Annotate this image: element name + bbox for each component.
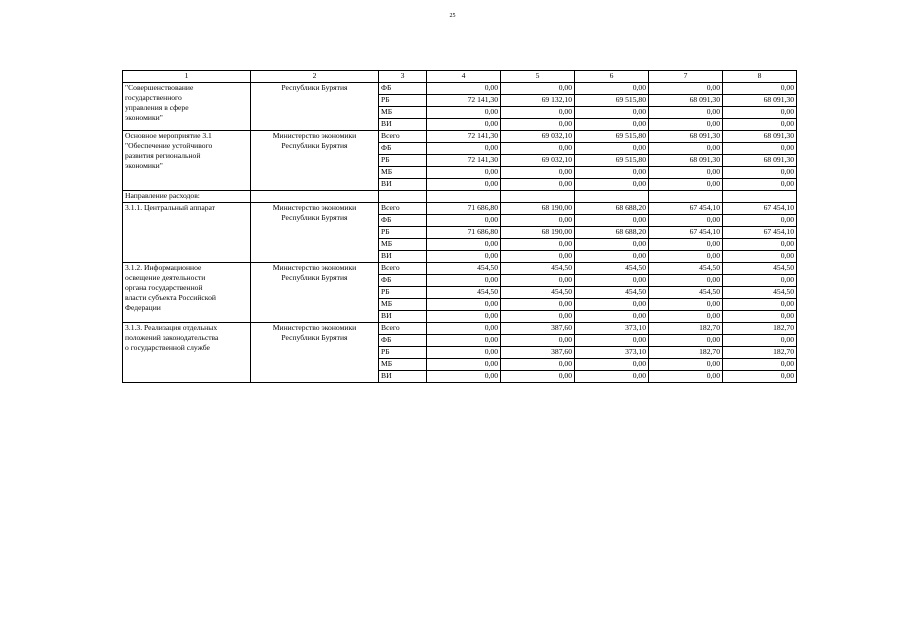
amount-cell: 454,50 bbox=[649, 263, 723, 275]
responsible-cell bbox=[251, 83, 379, 131]
amount-cell: 0,00 bbox=[427, 323, 501, 335]
funding-source-cell: РБ bbox=[379, 227, 427, 239]
amount-cell: 0,00 bbox=[501, 119, 575, 131]
amount-cell: 71 686,80 bbox=[427, 203, 501, 215]
amount-cell: 0,00 bbox=[501, 167, 575, 179]
amount-cell: 0,00 bbox=[501, 275, 575, 287]
program-name-line: "Совершенствование bbox=[125, 83, 194, 92]
amount-cell: 387,60 bbox=[501, 323, 575, 335]
funding-source-cell: Всего bbox=[379, 323, 427, 335]
amount-cell: 69 515,80 bbox=[575, 131, 649, 143]
amount-cell: 0,00 bbox=[723, 251, 797, 263]
amount-cell: 0,00 bbox=[427, 335, 501, 347]
amount-cell: 0,00 bbox=[575, 299, 649, 311]
funding-source-cell: ВИ bbox=[379, 179, 427, 191]
amount-cell: 0,00 bbox=[575, 179, 649, 191]
amount-cell: 0,00 bbox=[575, 167, 649, 179]
empty-cell bbox=[575, 191, 649, 203]
amount-cell: 68 091,30 bbox=[723, 155, 797, 167]
amount-cell: 68 190,00 bbox=[501, 227, 575, 239]
amount-cell: 454,50 bbox=[649, 287, 723, 299]
empty-cell bbox=[723, 191, 797, 203]
amount-cell: 0,00 bbox=[427, 119, 501, 131]
page-number: 25 bbox=[449, 13, 456, 19]
funding-source-cell: ФБ bbox=[379, 143, 427, 155]
amount-cell: 0,00 bbox=[501, 311, 575, 323]
amount-cell: 182,70 bbox=[723, 347, 797, 359]
amount-cell: 182,70 bbox=[649, 347, 723, 359]
amount-cell: 0,00 bbox=[427, 83, 501, 95]
amount-cell: 0,00 bbox=[649, 371, 723, 383]
header-cell: 5 bbox=[501, 71, 575, 83]
amount-cell: 454,50 bbox=[723, 263, 797, 275]
amount-cell: 68 091,30 bbox=[649, 155, 723, 167]
amount-cell: 0,00 bbox=[723, 83, 797, 95]
table-row bbox=[123, 131, 797, 143]
amount-cell: 0,00 bbox=[427, 179, 501, 191]
amount-cell: 454,50 bbox=[501, 287, 575, 299]
table-row bbox=[123, 263, 797, 275]
amount-cell: 0,00 bbox=[723, 167, 797, 179]
responsible-line: Республики Бурятия bbox=[281, 83, 348, 92]
amount-cell: 0,00 bbox=[575, 251, 649, 263]
amount-cell: 0,00 bbox=[427, 311, 501, 323]
funding-source-cell: Всего bbox=[379, 203, 427, 215]
program-name-line: органа государственной bbox=[125, 283, 203, 292]
amount-cell: 454,50 bbox=[575, 263, 649, 275]
amount-cell: 69 132,10 bbox=[501, 95, 575, 107]
amount-cell: 68 091,30 bbox=[723, 131, 797, 143]
amount-cell: 0,00 bbox=[723, 275, 797, 287]
amount-cell: 0,00 bbox=[427, 299, 501, 311]
amount-cell: 0,00 bbox=[427, 239, 501, 251]
amount-cell: 0,00 bbox=[501, 371, 575, 383]
amount-cell: 0,00 bbox=[649, 119, 723, 131]
amount-cell: 0,00 bbox=[575, 359, 649, 371]
amount-cell: 68 688,20 bbox=[575, 227, 649, 239]
header-cell: 3 bbox=[379, 71, 427, 83]
funding-source-cell: ФБ bbox=[379, 335, 427, 347]
amount-cell: 0,00 bbox=[649, 215, 723, 227]
section-row bbox=[123, 191, 797, 203]
amount-cell: 0,00 bbox=[649, 107, 723, 119]
funding-source-cell: ФБ bbox=[379, 215, 427, 227]
amount-cell: 0,00 bbox=[501, 83, 575, 95]
amount-cell: 0,00 bbox=[427, 107, 501, 119]
amount-cell: 0,00 bbox=[723, 299, 797, 311]
program-name-line: Федерации bbox=[125, 303, 161, 312]
amount-cell: 67 454,10 bbox=[649, 203, 723, 215]
funding-source-cell: МБ bbox=[379, 239, 427, 251]
program-name-cell bbox=[123, 323, 251, 383]
amount-cell: 0,00 bbox=[723, 335, 797, 347]
amount-cell: 0,00 bbox=[427, 359, 501, 371]
amount-cell: 72 141,30 bbox=[427, 95, 501, 107]
amount-cell: 69 515,80 bbox=[575, 155, 649, 167]
program-name-line: государственного bbox=[125, 93, 182, 102]
amount-cell: 0,00 bbox=[649, 251, 723, 263]
header-cell: 6 bbox=[575, 71, 649, 83]
amount-cell: 0,00 bbox=[575, 311, 649, 323]
program-name-line: "Обеспечение устойчивого bbox=[125, 141, 213, 150]
amount-cell: 0,00 bbox=[649, 335, 723, 347]
amount-cell: 0,00 bbox=[723, 179, 797, 191]
amount-cell: 454,50 bbox=[427, 263, 501, 275]
amount-cell: 0,00 bbox=[501, 359, 575, 371]
program-name-line: экономики" bbox=[125, 113, 163, 122]
program-name-cell bbox=[123, 263, 251, 323]
amount-cell: 68 688,20 bbox=[575, 203, 649, 215]
funding-source-cell: ВИ bbox=[379, 311, 427, 323]
amount-cell: 0,00 bbox=[649, 275, 723, 287]
amount-cell: 0,00 bbox=[723, 239, 797, 251]
program-name-line: положений законодательства bbox=[125, 333, 219, 342]
amount-cell: 0,00 bbox=[649, 179, 723, 191]
amount-cell: 0,00 bbox=[575, 119, 649, 131]
amount-cell: 69 515,80 bbox=[575, 95, 649, 107]
table-row bbox=[123, 323, 797, 335]
amount-cell: 182,70 bbox=[649, 323, 723, 335]
amount-cell: 0,00 bbox=[575, 335, 649, 347]
funding-source-cell: ФБ bbox=[379, 83, 427, 95]
amount-cell: 0,00 bbox=[723, 143, 797, 155]
section-label: Направление расходов: bbox=[123, 191, 251, 203]
amount-cell: 0,00 bbox=[649, 143, 723, 155]
amount-cell: 0,00 bbox=[575, 215, 649, 227]
empty-cell bbox=[379, 191, 427, 203]
empty-cell bbox=[427, 191, 501, 203]
amount-cell: 0,00 bbox=[427, 167, 501, 179]
amount-cell: 0,00 bbox=[501, 299, 575, 311]
responsible-line: Министерство экономики bbox=[272, 203, 357, 212]
amount-cell: 454,50 bbox=[501, 263, 575, 275]
responsible-line: Министерство экономики bbox=[272, 263, 357, 272]
amount-cell: 68 091,30 bbox=[649, 95, 723, 107]
amount-cell: 454,50 bbox=[575, 287, 649, 299]
program-name-line: власти субъекта Российской bbox=[125, 293, 216, 302]
empty-cell bbox=[501, 191, 575, 203]
amount-cell: 0,00 bbox=[723, 359, 797, 371]
amount-cell: 0,00 bbox=[501, 107, 575, 119]
program-name-line: 3.1.2. Информационное bbox=[125, 263, 202, 272]
amount-cell: 72 141,30 bbox=[427, 155, 501, 167]
amount-cell: 0,00 bbox=[575, 239, 649, 251]
funding-source-cell: Всего bbox=[379, 263, 427, 275]
amount-cell: 0,00 bbox=[575, 371, 649, 383]
responsible-cell bbox=[251, 323, 379, 383]
program-name-line: управления в сфере bbox=[125, 103, 189, 112]
amount-cell: 67 454,10 bbox=[723, 227, 797, 239]
amount-cell: 69 032,10 bbox=[501, 155, 575, 167]
empty-cell bbox=[251, 191, 379, 203]
header-cell: 2 bbox=[251, 71, 379, 83]
funding-source-cell: МБ bbox=[379, 107, 427, 119]
amount-cell: 0,00 bbox=[575, 107, 649, 119]
responsible-line: Республики Бурятия bbox=[281, 333, 348, 342]
amount-cell: 0,00 bbox=[649, 311, 723, 323]
program-name-cell bbox=[123, 203, 251, 263]
funding-source-cell: РБ bbox=[379, 155, 427, 167]
funding-source-cell: РБ bbox=[379, 95, 427, 107]
amount-cell: 0,00 bbox=[427, 347, 501, 359]
program-name-line: экономики" bbox=[125, 161, 163, 170]
amount-cell: 0,00 bbox=[723, 371, 797, 383]
table-row bbox=[123, 83, 797, 95]
amount-cell: 0,00 bbox=[501, 335, 575, 347]
amount-cell: 0,00 bbox=[501, 143, 575, 155]
amount-cell: 0,00 bbox=[723, 311, 797, 323]
header-cell: 1 bbox=[123, 71, 251, 83]
amount-cell: 0,00 bbox=[723, 107, 797, 119]
budget-table bbox=[122, 70, 797, 383]
amount-cell: 0,00 bbox=[575, 143, 649, 155]
amount-cell: 387,60 bbox=[501, 347, 575, 359]
table-row bbox=[123, 203, 797, 215]
header-row bbox=[123, 71, 797, 83]
amount-cell: 0,00 bbox=[427, 275, 501, 287]
amount-cell: 68 091,30 bbox=[723, 95, 797, 107]
responsible-cell bbox=[251, 263, 379, 323]
amount-cell: 68 091,30 bbox=[649, 131, 723, 143]
amount-cell: 373,10 bbox=[575, 347, 649, 359]
amount-cell: 0,00 bbox=[723, 215, 797, 227]
program-name-line: Основное мероприятие 3.1 bbox=[125, 131, 212, 140]
amount-cell: 69 032,10 bbox=[501, 131, 575, 143]
funding-source-cell: РБ bbox=[379, 287, 427, 299]
responsible-line: Республики Бурятия bbox=[281, 213, 348, 222]
funding-source-cell: ФБ bbox=[379, 275, 427, 287]
funding-source-cell: РБ bbox=[379, 347, 427, 359]
program-name-line: 3.1.3. Реализация отдельных bbox=[125, 323, 218, 332]
funding-source-cell: ВИ bbox=[379, 119, 427, 131]
header-cell: 7 bbox=[649, 71, 723, 83]
amount-cell: 0,00 bbox=[649, 239, 723, 251]
amount-cell: 67 454,10 bbox=[649, 227, 723, 239]
program-name-cell bbox=[123, 83, 251, 131]
amount-cell: 0,00 bbox=[427, 251, 501, 263]
funding-source-cell: МБ bbox=[379, 299, 427, 311]
amount-cell: 0,00 bbox=[649, 299, 723, 311]
amount-cell: 454,50 bbox=[427, 287, 501, 299]
responsible-line: Республики Бурятия bbox=[281, 141, 348, 150]
program-name-cell bbox=[123, 131, 251, 191]
amount-cell: 0,00 bbox=[649, 83, 723, 95]
responsible-line: Министерство экономики bbox=[272, 323, 357, 332]
amount-cell: 0,00 bbox=[501, 251, 575, 263]
amount-cell: 0,00 bbox=[427, 143, 501, 155]
amount-cell: 0,00 bbox=[427, 215, 501, 227]
program-name-line: о государственной службе bbox=[125, 343, 210, 352]
responsible-line: Республики Бурятия bbox=[281, 273, 348, 282]
funding-source-cell: МБ bbox=[379, 167, 427, 179]
amount-cell: 0,00 bbox=[501, 215, 575, 227]
amount-cell: 0,00 bbox=[427, 371, 501, 383]
amount-cell: 67 454,10 bbox=[723, 203, 797, 215]
amount-cell: 182,70 bbox=[723, 323, 797, 335]
program-name-line: развития региональной bbox=[125, 151, 201, 160]
amount-cell: 373,10 bbox=[575, 323, 649, 335]
amount-cell: 0,00 bbox=[723, 119, 797, 131]
amount-cell: 0,00 bbox=[501, 179, 575, 191]
funding-source-cell: ВИ bbox=[379, 371, 427, 383]
amount-cell: 0,00 bbox=[575, 83, 649, 95]
amount-cell: 0,00 bbox=[575, 275, 649, 287]
empty-cell bbox=[649, 191, 723, 203]
amount-cell: 0,00 bbox=[501, 239, 575, 251]
amount-cell: 71 686,80 bbox=[427, 227, 501, 239]
program-name-line: 3.1.1. Центральный аппарат bbox=[125, 203, 215, 212]
amount-cell: 0,00 bbox=[649, 359, 723, 371]
responsible-cell bbox=[251, 203, 379, 263]
funding-source-cell: МБ bbox=[379, 359, 427, 371]
header-cell: 8 bbox=[723, 71, 797, 83]
amount-cell: 72 141,30 bbox=[427, 131, 501, 143]
amount-cell: 454,50 bbox=[723, 287, 797, 299]
program-name-line: освещение деятельности bbox=[125, 273, 206, 282]
responsible-cell bbox=[251, 131, 379, 191]
amount-cell: 68 190,00 bbox=[501, 203, 575, 215]
funding-source-cell: ВИ bbox=[379, 251, 427, 263]
header-cell: 4 bbox=[427, 71, 501, 83]
amount-cell: 0,00 bbox=[649, 167, 723, 179]
funding-source-cell: Всего bbox=[379, 131, 427, 143]
responsible-line: Министерство экономики bbox=[272, 131, 357, 140]
